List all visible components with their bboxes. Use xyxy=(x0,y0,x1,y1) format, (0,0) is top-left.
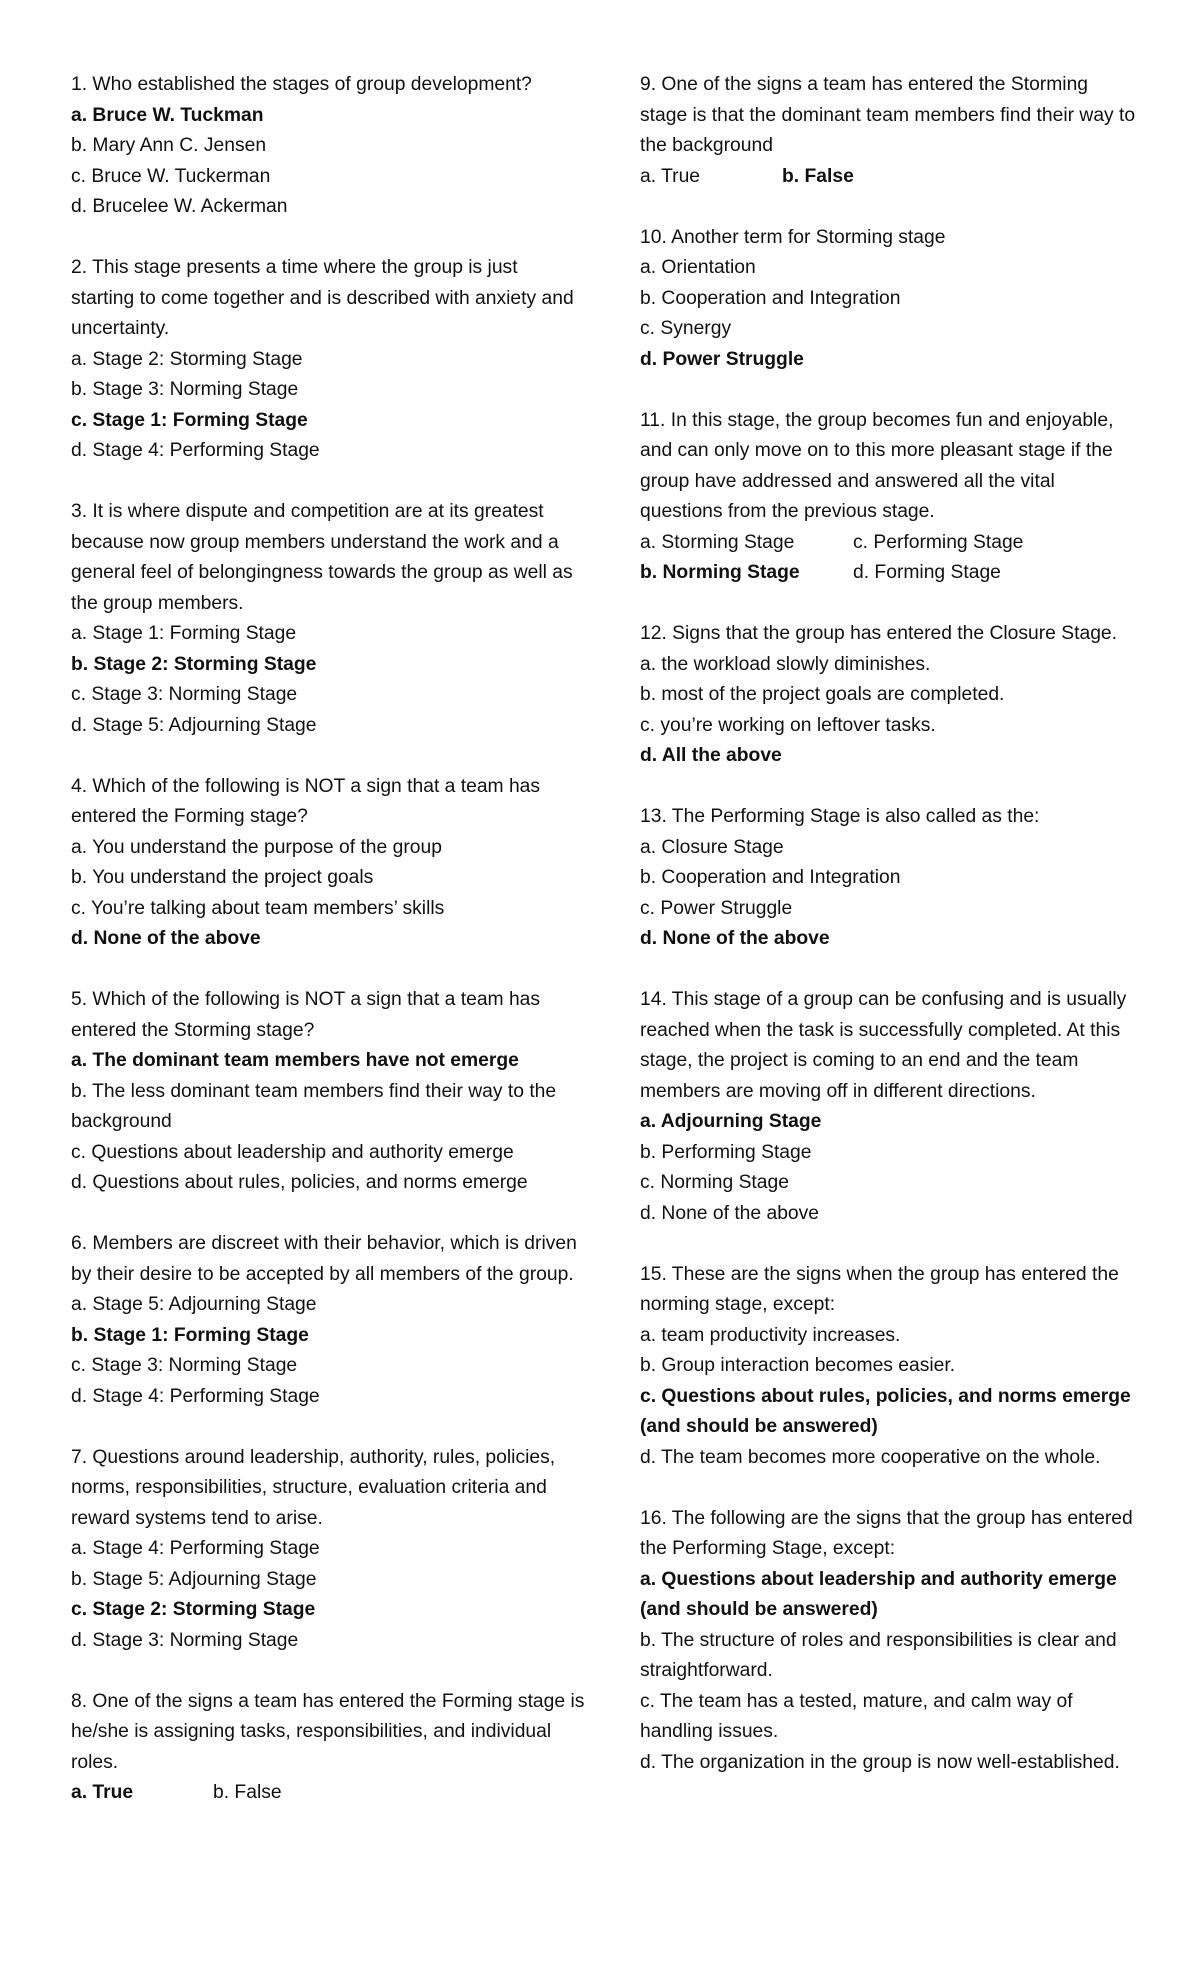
option-b: b. You understand the project goals xyxy=(71,867,374,888)
question-stem: 13. The Performing Stage is also called as the: xyxy=(640,806,1040,827)
option-c: c. Questions about rules, policies, and norms emerge (and should be answered) xyxy=(640,1385,1131,1437)
option-c: c. Norming Stage xyxy=(640,1172,789,1193)
question-stem: 8. One of the signs a team has entered the Forming stage is he/she is assigning tasks, responsibilities, and individual roles. xyxy=(71,1690,585,1773)
option-b: b. Norming Stage xyxy=(640,562,800,583)
question-stem: 11. In this stage, the group becomes fun and enjoyable, and can only move on to this more pleasant stage if the group have addressed and answered all the vital questions from the previous stage. xyxy=(640,409,1114,522)
option-c: c. Questions about leadership and authority emerge xyxy=(71,1141,514,1163)
question-stem: 14. This stage of a group can be confusing and is usually reached when the task is successfully completed. At this stage, the project is coming to an end and the team members are moving off in different directions. xyxy=(640,989,1127,1102)
question-7 xyxy=(71,1443,586,1657)
option-b: b. Stage 1: Forming Stage xyxy=(71,1324,309,1346)
option-a: a. True xyxy=(71,1782,134,1803)
question-4 xyxy=(71,772,586,955)
option-d: d. Stage 4: Performing Stage xyxy=(71,1385,320,1407)
option-d: d. Stage 4: Performing Stage xyxy=(71,440,320,461)
question-stem: 1. Who established the stages of group development? xyxy=(71,74,532,95)
option-a: a. The dominant team members have not emerge xyxy=(71,1050,519,1071)
option-c: c. Performing Stage xyxy=(853,531,1024,553)
question-3 xyxy=(71,497,586,741)
option-a: a. Storming Stage xyxy=(640,531,795,553)
option-c: c. Stage 2: Storming Stage xyxy=(71,1599,316,1620)
question-stem: 6. Members are discreet with their behavior, which is driven by their desire to be accepted by all members of the group. xyxy=(71,1233,577,1285)
option-a: a. Stage 1: Forming Stage xyxy=(71,623,297,644)
option-b: b. Stage 3: Norming Stage xyxy=(71,379,299,400)
option-c: c. Power Struggle xyxy=(640,897,793,919)
option-b: b. The less dominant team members find their way to the background xyxy=(71,1080,557,1132)
question-13 xyxy=(640,802,1140,955)
option-a: a. Questions about leadership and authority emerge (and should be answered) xyxy=(640,1568,1117,1620)
option-a: a. Stage 4: Performing Stage xyxy=(71,1538,320,1559)
question-stem: 12. Signs that the group has entered the Closure Stage. xyxy=(640,623,1117,644)
question-16 xyxy=(640,1504,1140,1779)
option-b: b. Mary Ann C. Jensen xyxy=(71,135,267,156)
option-d: d. Stage 3: Norming Stage xyxy=(71,1629,299,1651)
option-c: c. You’re talking about team members’ skills xyxy=(71,897,445,919)
question-stem: 2. This stage presents a time where the group is just starting to come together and is described with anxiety and uncertainty. xyxy=(71,257,574,339)
question-stem: 5. Which of the following is NOT a sign that a team has entered the Storming stage? xyxy=(71,989,541,1041)
question-stem: 9. One of the signs a team has entered the Storming stage is that the dominant team members find their way to the background xyxy=(640,74,1136,156)
option-a: a. Stage 5: Adjourning Stage xyxy=(71,1294,317,1315)
question-10 xyxy=(640,223,1140,376)
option-d: d. None of the above xyxy=(71,928,261,949)
question-14 xyxy=(640,985,1140,1229)
question-6 xyxy=(71,1229,586,1412)
question-12 xyxy=(640,619,1140,772)
option-c: c. Stage 3: Norming Stage xyxy=(71,684,298,705)
option-a: a. You understand the purpose of the group xyxy=(71,836,442,858)
option-a: a. Closure Stage xyxy=(640,836,784,858)
option-b: b. False xyxy=(213,1782,282,1803)
option-b: b. Stage 5: Adjourning Stage xyxy=(71,1568,317,1590)
option-a: a. Bruce W. Tuckman xyxy=(71,104,264,126)
true-false-options xyxy=(640,162,1140,193)
option-b: b. The structure of roles and responsibilities is clear and straightforward. xyxy=(640,1629,1117,1681)
option-a: a. Orientation xyxy=(640,257,756,278)
option-d: d. Power Struggle xyxy=(640,348,804,370)
option-a: a. True xyxy=(640,165,701,187)
question-8 xyxy=(71,1687,586,1809)
option-b: b. Stage 2: Storming Stage xyxy=(71,653,317,675)
option-c: c. Stage 1: Forming Stage xyxy=(71,409,308,431)
option-d: d. Questions about rules, policies, and norms emerge xyxy=(71,1172,528,1193)
option-b: b. Cooperation and Integration xyxy=(640,287,901,309)
option-c: c. Bruce W. Tuckerman xyxy=(71,165,271,187)
option-d: d. Forming Stage xyxy=(853,562,1001,583)
options-row-1 xyxy=(640,528,1140,559)
option-d: d. The organization in the group is now well-established. xyxy=(640,1751,1120,1773)
option-c: c. Synergy xyxy=(640,318,732,339)
question-stem: 4. Which of the following is NOT a sign that a team has entered the Forming stage? xyxy=(71,775,541,827)
option-d: d. Brucelee W. Ackerman xyxy=(71,196,288,217)
option-b: b. False xyxy=(782,165,854,187)
question-stem: 7. Questions around leadership, authority, rules, policies, norms, responsibilities, structure, evaluation criteria and reward systems tend to arise. xyxy=(71,1446,556,1529)
option-d: d. The team becomes more cooperative on the whole. xyxy=(640,1446,1101,1468)
question-stem: 3. It is where dispute and competition are at its greatest because now group members understand the work and a general feel of belongingness towards the group as well as the group members. xyxy=(71,501,573,614)
question-9 xyxy=(640,70,1140,192)
question-stem: 15. These are the signs when the group has entered the norming stage, except: xyxy=(640,1263,1119,1315)
option-b: b. Performing Stage xyxy=(640,1141,812,1163)
options-row-2 xyxy=(640,558,1140,589)
question-stem: 10. Another term for Storming stage xyxy=(640,226,946,248)
option-d: d. None of the above xyxy=(640,928,830,949)
option-b: b. Group interaction becomes easier. xyxy=(640,1355,956,1376)
option-a: a. team productivity increases. xyxy=(640,1324,901,1346)
left-column xyxy=(71,70,586,1839)
option-c: c. you’re working on leftover tasks. xyxy=(640,714,936,736)
option-d: d. All the above xyxy=(640,745,782,766)
question-stem: 16. The following are the signs that the group has entered the Performing Stage, except: xyxy=(640,1507,1133,1559)
option-c: c. The team has a tested, mature, and calm way of handling issues. xyxy=(640,1690,1073,1742)
question-11 xyxy=(640,406,1140,589)
question-5 xyxy=(71,985,586,1199)
question-1 xyxy=(71,70,586,223)
option-d: d. None of the above xyxy=(640,1202,820,1224)
option-a: a. the workload slowly diminishes. xyxy=(640,653,931,675)
option-a: a. Stage 2: Storming Stage xyxy=(71,348,303,370)
option-a: a. Adjourning Stage xyxy=(640,1111,822,1132)
option-b: b. Cooperation and Integration xyxy=(640,867,901,888)
option-d: d. Stage 5: Adjourning Stage xyxy=(71,714,317,736)
question-15 xyxy=(640,1260,1140,1474)
option-b: b. most of the project goals are completed. xyxy=(640,684,1005,705)
question-2 xyxy=(71,253,586,467)
option-c: c. Stage 3: Norming Stage xyxy=(71,1355,298,1376)
true-false-options xyxy=(71,1778,586,1809)
right-column xyxy=(640,70,1140,1809)
